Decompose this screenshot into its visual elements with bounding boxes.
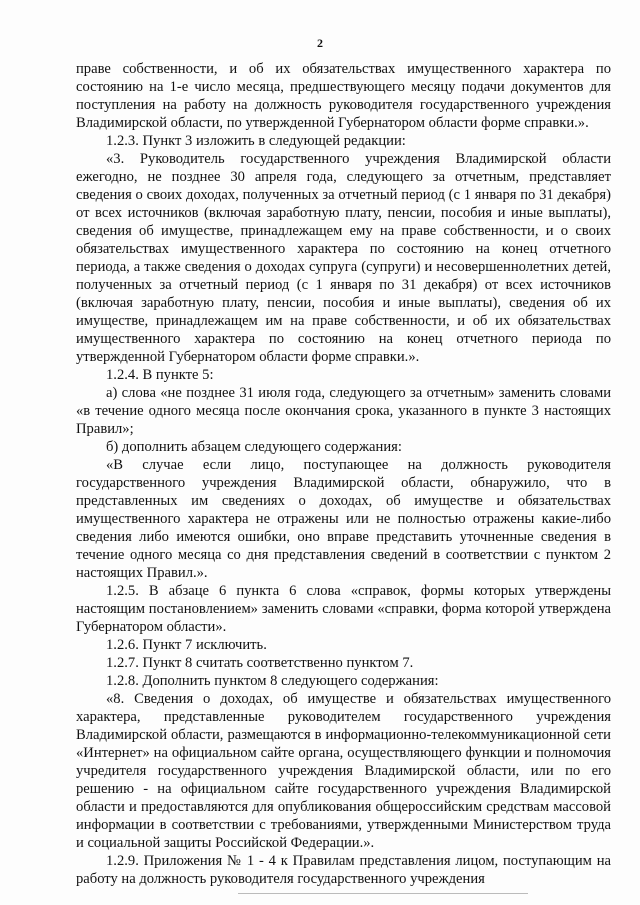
document-body — [76, 60, 611, 888]
bottom-rule — [238, 893, 528, 894]
paragraph: б) дополнить абзацем следующего содержания: — [106, 439, 402, 455]
paragraph: праве собственности, и об их обязательствах имущественного характера по состоянию на 1-е число месяца, предшествующего месяцу подачи документов для поступления на работу на должность руководителя государственного учреждения Владимирской области, по утвержденной Губернатором области форме справки.». — [76, 61, 611, 131]
paragraph: «8. Сведения о доходах, об имуществе и обязательствах имущественного характера, представленные руководителем государственного учреждения Владимирской области, размещаются в информационно-телекоммуникационной сети «Интернет» на официальном сайте органа, осуществляющего функции и полномочия учредителя государственного учреждения Владимирской области, или по его решению - на официальном сайте государственного учреждения Владимирской области и предоставляются для опубликования общероссийским средствам массовой информации в соответствии с требованиями, утвержденными Министерством труда и социальной защиты Российской Федерации.». — [76, 691, 611, 851]
paragraph: 1.2.5. В абзаце 6 пункта 6 слова «справок, формы которых утверждены настоящим постановлением» заменить словами «справки, форма которой утверждена Губернатором области». — [76, 583, 611, 635]
paragraph: 1.2.6. Пункт 7 исключить. — [106, 637, 267, 653]
page-number: 2 — [317, 36, 323, 50]
paragraph: 1.2.7. Пункт 8 считать соответственно пунктом 7. — [106, 655, 414, 671]
paragraph: 1.2.4. В пункте 5: — [106, 367, 214, 383]
paragraph: 1.2.3. Пункт 3 изложить в следующей редакции: — [106, 133, 406, 149]
paragraph: «3. Руководитель государственного учреждения Владимирской области ежегодно, не позднее 30 апреля года, следующего за отчетным, представляет сведения о своих доходах, полученных за отчетный период (с 1 января по 31 декабря) от всех источников (включая заработную плату, пенсии, пособия и иные выплаты), сведения об имуществе, принадлежащем ему на праве собственности, и о своих обязательствах имущественного характера по состоянию на конец отчетного периода, а также сведения о доходах супруга (супруги) и несовершеннолетних детей, полученных за отчетный период (с 1 января по 31 декабря) от всех источников (включая заработную плату, пенсии, пособия и иные выплаты), сведения об их имуществе, принадлежащем им на праве собственности, и об их обязательствах имущественного характера по состоянию на конец отчетного периода по утвержденной Губернатором области форме справки.». — [76, 151, 611, 365]
paragraph: 1.2.9. Приложения № 1 - 4 к Правилам представления лицом, поступающим на работу на должность руководителя государственного учреждения — [76, 853, 611, 887]
paragraph: 1.2.8. Дополнить пунктом 8 следующего содержания: — [106, 673, 439, 689]
paragraph: «В случае если лицо, поступающее на должность руководителя государственного учреждения Владимирской области, обнаружило, что в представленных им сведениях о доходах, об имуществе и обязательствах имущественного характера не отражены или не полностью отражены какие-либо сведения либо имеются ошибки, оно вправе представить уточненные сведения в течение одного месяца со дня представления сведений в соответствии с пунктом 2 настоящих Правил.». — [76, 457, 611, 581]
paragraph: а) слова «не позднее 31 июля года, следующего за отчетным» заменить словами «в течение одного месяца после окончания срока, указанного в пункте 3 настоящих Правил»; — [76, 385, 611, 437]
